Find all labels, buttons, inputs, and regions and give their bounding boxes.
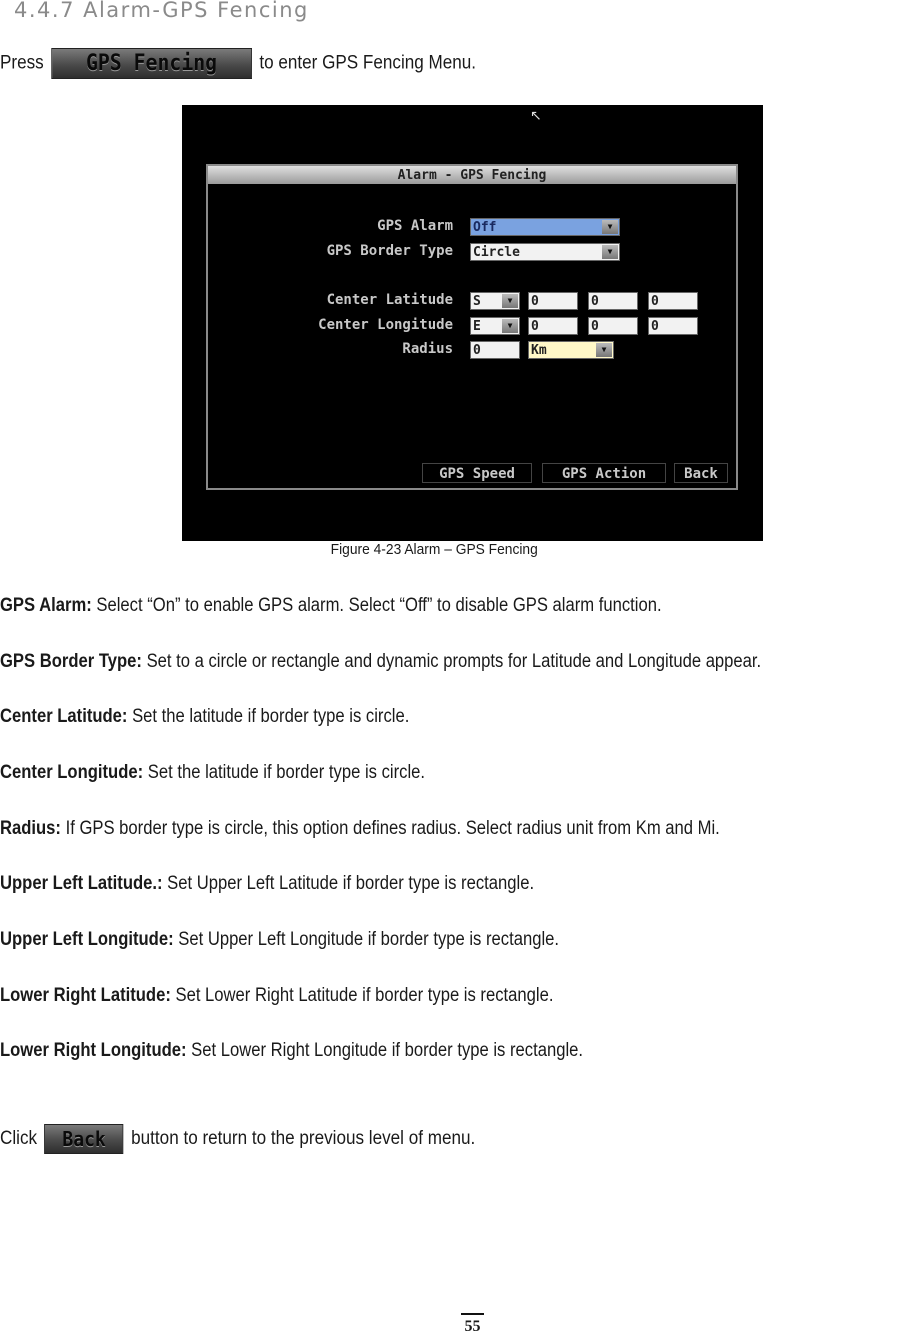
center-latitude-degrees-input[interactable]: 0 (528, 292, 578, 310)
definition-gps-border-type (0, 651, 761, 673)
radius-unit-select[interactable] (528, 341, 614, 359)
gps-border-type-select[interactable] (470, 243, 620, 261)
intro-after: to enter GPS Fencing Menu. (259, 52, 477, 74)
gps-border-type-value: Circle (473, 245, 520, 260)
definition-term: GPS Alarm: (0, 595, 92, 616)
definition-center-longitude (0, 762, 425, 784)
gps-alarm-label: GPS Alarm (377, 218, 453, 234)
section-heading: 4.4.7 Alarm-GPS Fencing (14, 0, 309, 22)
center-latitude-seconds-input[interactable]: 0 (648, 292, 698, 310)
page-number: 55 (461, 1313, 484, 1336)
gps-speed-button[interactable]: GPS Speed (422, 463, 532, 483)
definition-upper-left-latitude (0, 873, 534, 895)
gps-alarm-select[interactable] (470, 218, 620, 236)
center-latitude-label: Center Latitude (326, 292, 453, 308)
chevron-down-icon: ▼ (502, 319, 518, 333)
definition-text: Set the latitude if border type is circle. (132, 706, 410, 727)
chevron-down-icon: ▼ (502, 294, 518, 308)
center-longitude-direction-select[interactable] (470, 317, 520, 335)
back-button[interactable]: Back (674, 463, 728, 483)
radius-unit-value: Km (531, 343, 547, 358)
definition-term: GPS Border Type: (0, 651, 142, 672)
center-latitude-direction-select[interactable] (470, 292, 520, 310)
back-instruction-before: Click (0, 1128, 38, 1150)
gps-action-button[interactable]: GPS Action (542, 463, 666, 483)
definition-text: Set Upper Left Longitude if border type is rectangle. (178, 929, 560, 950)
center-longitude-direction: E (473, 319, 481, 334)
definition-term: Lower Right Latitude: (0, 985, 171, 1006)
definition-text: Select “On” to enable GPS alarm. Select “Off” to disable GPS alarm function. (96, 595, 662, 616)
definition-term: Upper Left Latitude.: (0, 873, 163, 894)
center-longitude-label: Center Longitude (318, 317, 453, 333)
definition-radius (0, 818, 720, 840)
definition-term: Center Latitude: (0, 706, 128, 727)
definition-upper-left-longitude (0, 929, 559, 951)
gps-fencing-button-image: GPS Fencing (51, 48, 252, 79)
gps-border-type-label: GPS Border Type (326, 243, 453, 259)
definition-term: Lower Right Longitude: (0, 1040, 187, 1061)
center-longitude-minutes-input[interactable]: 0 (588, 317, 638, 335)
mouse-cursor-icon: ↖ (530, 107, 542, 123)
gps-fencing-panel (206, 164, 738, 490)
definition-lower-right-latitude (0, 985, 553, 1007)
back-button-image: Back (45, 1124, 124, 1154)
center-latitude-minutes-input[interactable]: 0 (588, 292, 638, 310)
gps-fencing-screenshot (182, 105, 763, 541)
intro-line (0, 48, 476, 79)
radius-label: Radius (402, 341, 453, 357)
definition-lower-right-longitude (0, 1040, 583, 1062)
intro-before: Press (0, 52, 44, 74)
definition-text: If GPS border type is circle, this option defines radius. Select radius unit from Km and Mi. (65, 818, 720, 839)
definition-text: Set Lower Right Longitude if border type is rectangle. (191, 1040, 584, 1061)
panel-title: Alarm - GPS Fencing (397, 168, 547, 183)
gps-alarm-value: Off (473, 220, 497, 235)
center-longitude-degrees-input[interactable]: 0 (528, 317, 578, 335)
definition-text: Set to a circle or rectangle and dynamic prompts for Latitude and Longitude appear. (146, 651, 762, 672)
back-instruction (0, 1124, 475, 1154)
definition-text: Set Upper Left Latitude if border type is rectangle. (167, 873, 535, 894)
panel-title-bar (208, 166, 736, 184)
definition-term: Center Longitude: (0, 762, 144, 783)
radius-input[interactable]: 0 (470, 341, 520, 359)
definition-text: Set Lower Right Latitude if border type is rectangle. (175, 985, 554, 1006)
definition-text: Set the latitude if border type is circle. (147, 762, 426, 783)
definition-gps-alarm (0, 595, 662, 617)
chevron-down-icon: ▼ (602, 220, 618, 234)
definition-term: Radius: (0, 818, 61, 839)
center-longitude-seconds-input[interactable]: 0 (648, 317, 698, 335)
figure-caption: Figure 4-23 Alarm – GPS Fencing (330, 541, 538, 558)
chevron-down-icon: ▼ (596, 343, 612, 357)
chevron-down-icon: ▼ (602, 245, 618, 259)
back-instruction-after: button to return to the previous level of menu. (131, 1128, 476, 1150)
center-latitude-direction: S (473, 294, 481, 309)
definition-center-latitude (0, 706, 409, 728)
definition-term: Upper Left Longitude: (0, 929, 174, 950)
